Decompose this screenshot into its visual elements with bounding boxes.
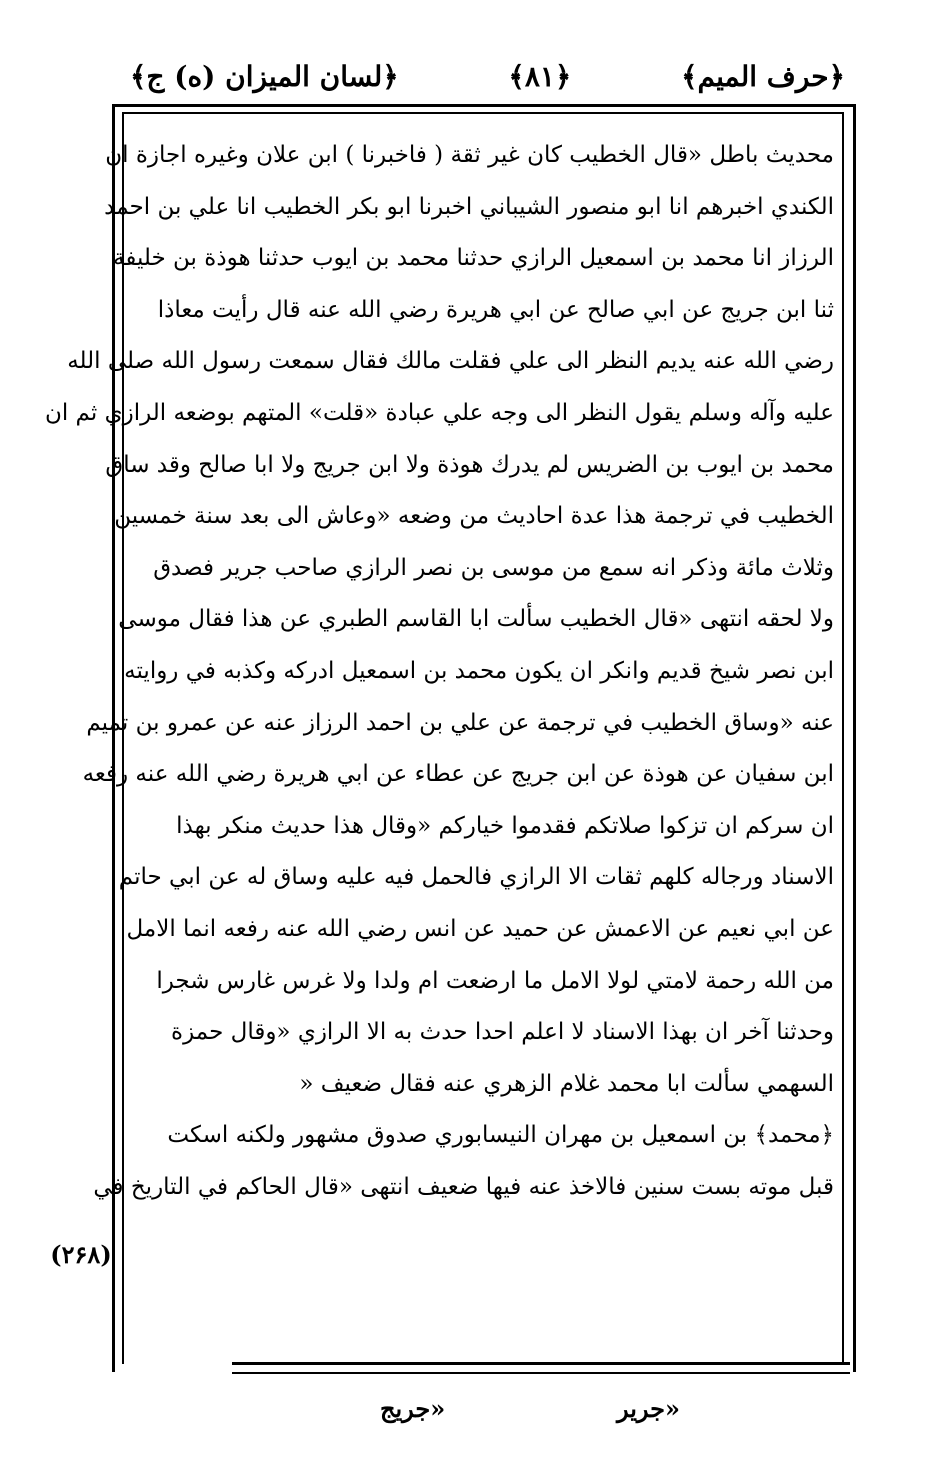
footnote-word-right: «جرير bbox=[617, 1393, 680, 1423]
text-line: عليه وآله وسلم يقول النظر الى وجه علي عبادة «قلت» المتهم بوضعه الرازي ثم ان bbox=[44, 399, 834, 426]
text-line: ابن سفيان عن هوذة عن ابن جريج عن عطاء عن ابي هريرة رضي الله عنه رفعه bbox=[82, 761, 834, 788]
text-line: محمد بن ايوب بن الضريس لم يدرك هوذة ولا ابن جريج ولا ابا صالح وقد ساق bbox=[105, 451, 834, 478]
entry-heading-line: ﴿محمد﴾ بن اسمعيل بن مهران النيسابوري صدوق مشهور ولكنه اسكت bbox=[167, 1122, 834, 1149]
text-line: وثلاث مائة وذكر انه سمع من موسى بن نصر الرازي صاحب جرير فصدق bbox=[153, 554, 834, 581]
page-number: ﴿۸۱﴾ bbox=[508, 59, 572, 93]
header-book-title: ﴿لسان الميزان (ه) ج﴾ bbox=[130, 59, 399, 93]
text-line: الخطيب في ترجمة هذا عدة احاديث من وضعه «وعاش الى بعد سنة خمسين bbox=[114, 503, 834, 530]
text-line: ان سركم ان تزكوا صلاتكم فقدموا خياركم «وقال هذا حديث منكر بهذا bbox=[176, 812, 834, 839]
bottom-rule bbox=[232, 1362, 850, 1365]
footnote-corrections bbox=[380, 1388, 680, 1428]
text-line: الكندي اخبرهم انا ابو منصور الشيباني اخبرنا ابو بكر الخطيب انا علي بن احمد bbox=[104, 193, 834, 220]
text-line: ابن نصر شيخ قديم وانكر ان يكون محمد بن اسمعيل ادركه وكذبه في روايته bbox=[124, 657, 834, 684]
text-line: محديث باطل «قال الخطيب كان غير ثقة ( فاخبرنا ) ابن علان وغيره اجازة ان bbox=[105, 142, 834, 168]
text-line: من الله رحمة لامتي لولا الامل ما ارضعت ام ولدا ولا غرس غارس شجرا bbox=[156, 967, 834, 994]
entry-number: (۲۶۸) bbox=[50, 1240, 112, 1269]
main-text bbox=[44, 130, 834, 1213]
text-line: ثنا ابن جريج عن ابي صالح عن ابي هريرة رضي الله عنه قال رأيت معاذا bbox=[157, 296, 834, 323]
text-line: ولا لحقه انتهى «قال الخطيب سألت ابا القاسم الطبري عن هذا فقال موسى bbox=[118, 606, 834, 633]
running-header bbox=[130, 50, 845, 102]
bottom-rule-inner bbox=[232, 1372, 850, 1374]
text-line: عنه «وساق الخطيب في ترجمة عن علي بن احمد الرزاز عنه عن عمرو بن تميم bbox=[86, 709, 834, 736]
text-line: عن ابي نعيم عن الاعمش عن حميد عن انس رضي الله عنه رفعه انما الامل bbox=[126, 915, 834, 942]
text-line: رضي الله عنه يديم النظر الى علي فقلت مالك فقال سمعت رسول الله صلى الله bbox=[67, 348, 834, 375]
text-line: السهمي سألت ابا محمد غلام الزهري عنه فقال ضعيف « bbox=[299, 1070, 834, 1097]
text-line: قبل موته بست سنين فالاخذ عنه فيها ضعيف انتهى «قال الحاكم في التاريخ في bbox=[93, 1173, 834, 1200]
footnote-word-left: «جريج bbox=[380, 1393, 446, 1423]
text-line: الرزاز انا محمد بن اسمعيل الرازي حدثنا محمد بن ايوب حدثنا هوذة بن خليفة bbox=[113, 245, 834, 272]
header-chapter: ﴿حرف الميم﴾ bbox=[681, 59, 845, 93]
text-line: الاسناد ورجاله كلهم ثقات الا الرازي فالحمل فيه عليه وساق له عن ابي حاتم bbox=[118, 864, 834, 891]
text-line: وحدثنا آخر ان بهذا الاسناد لا اعلم احدا حدث به الا الرازي «وقال حمزة bbox=[171, 1019, 834, 1046]
